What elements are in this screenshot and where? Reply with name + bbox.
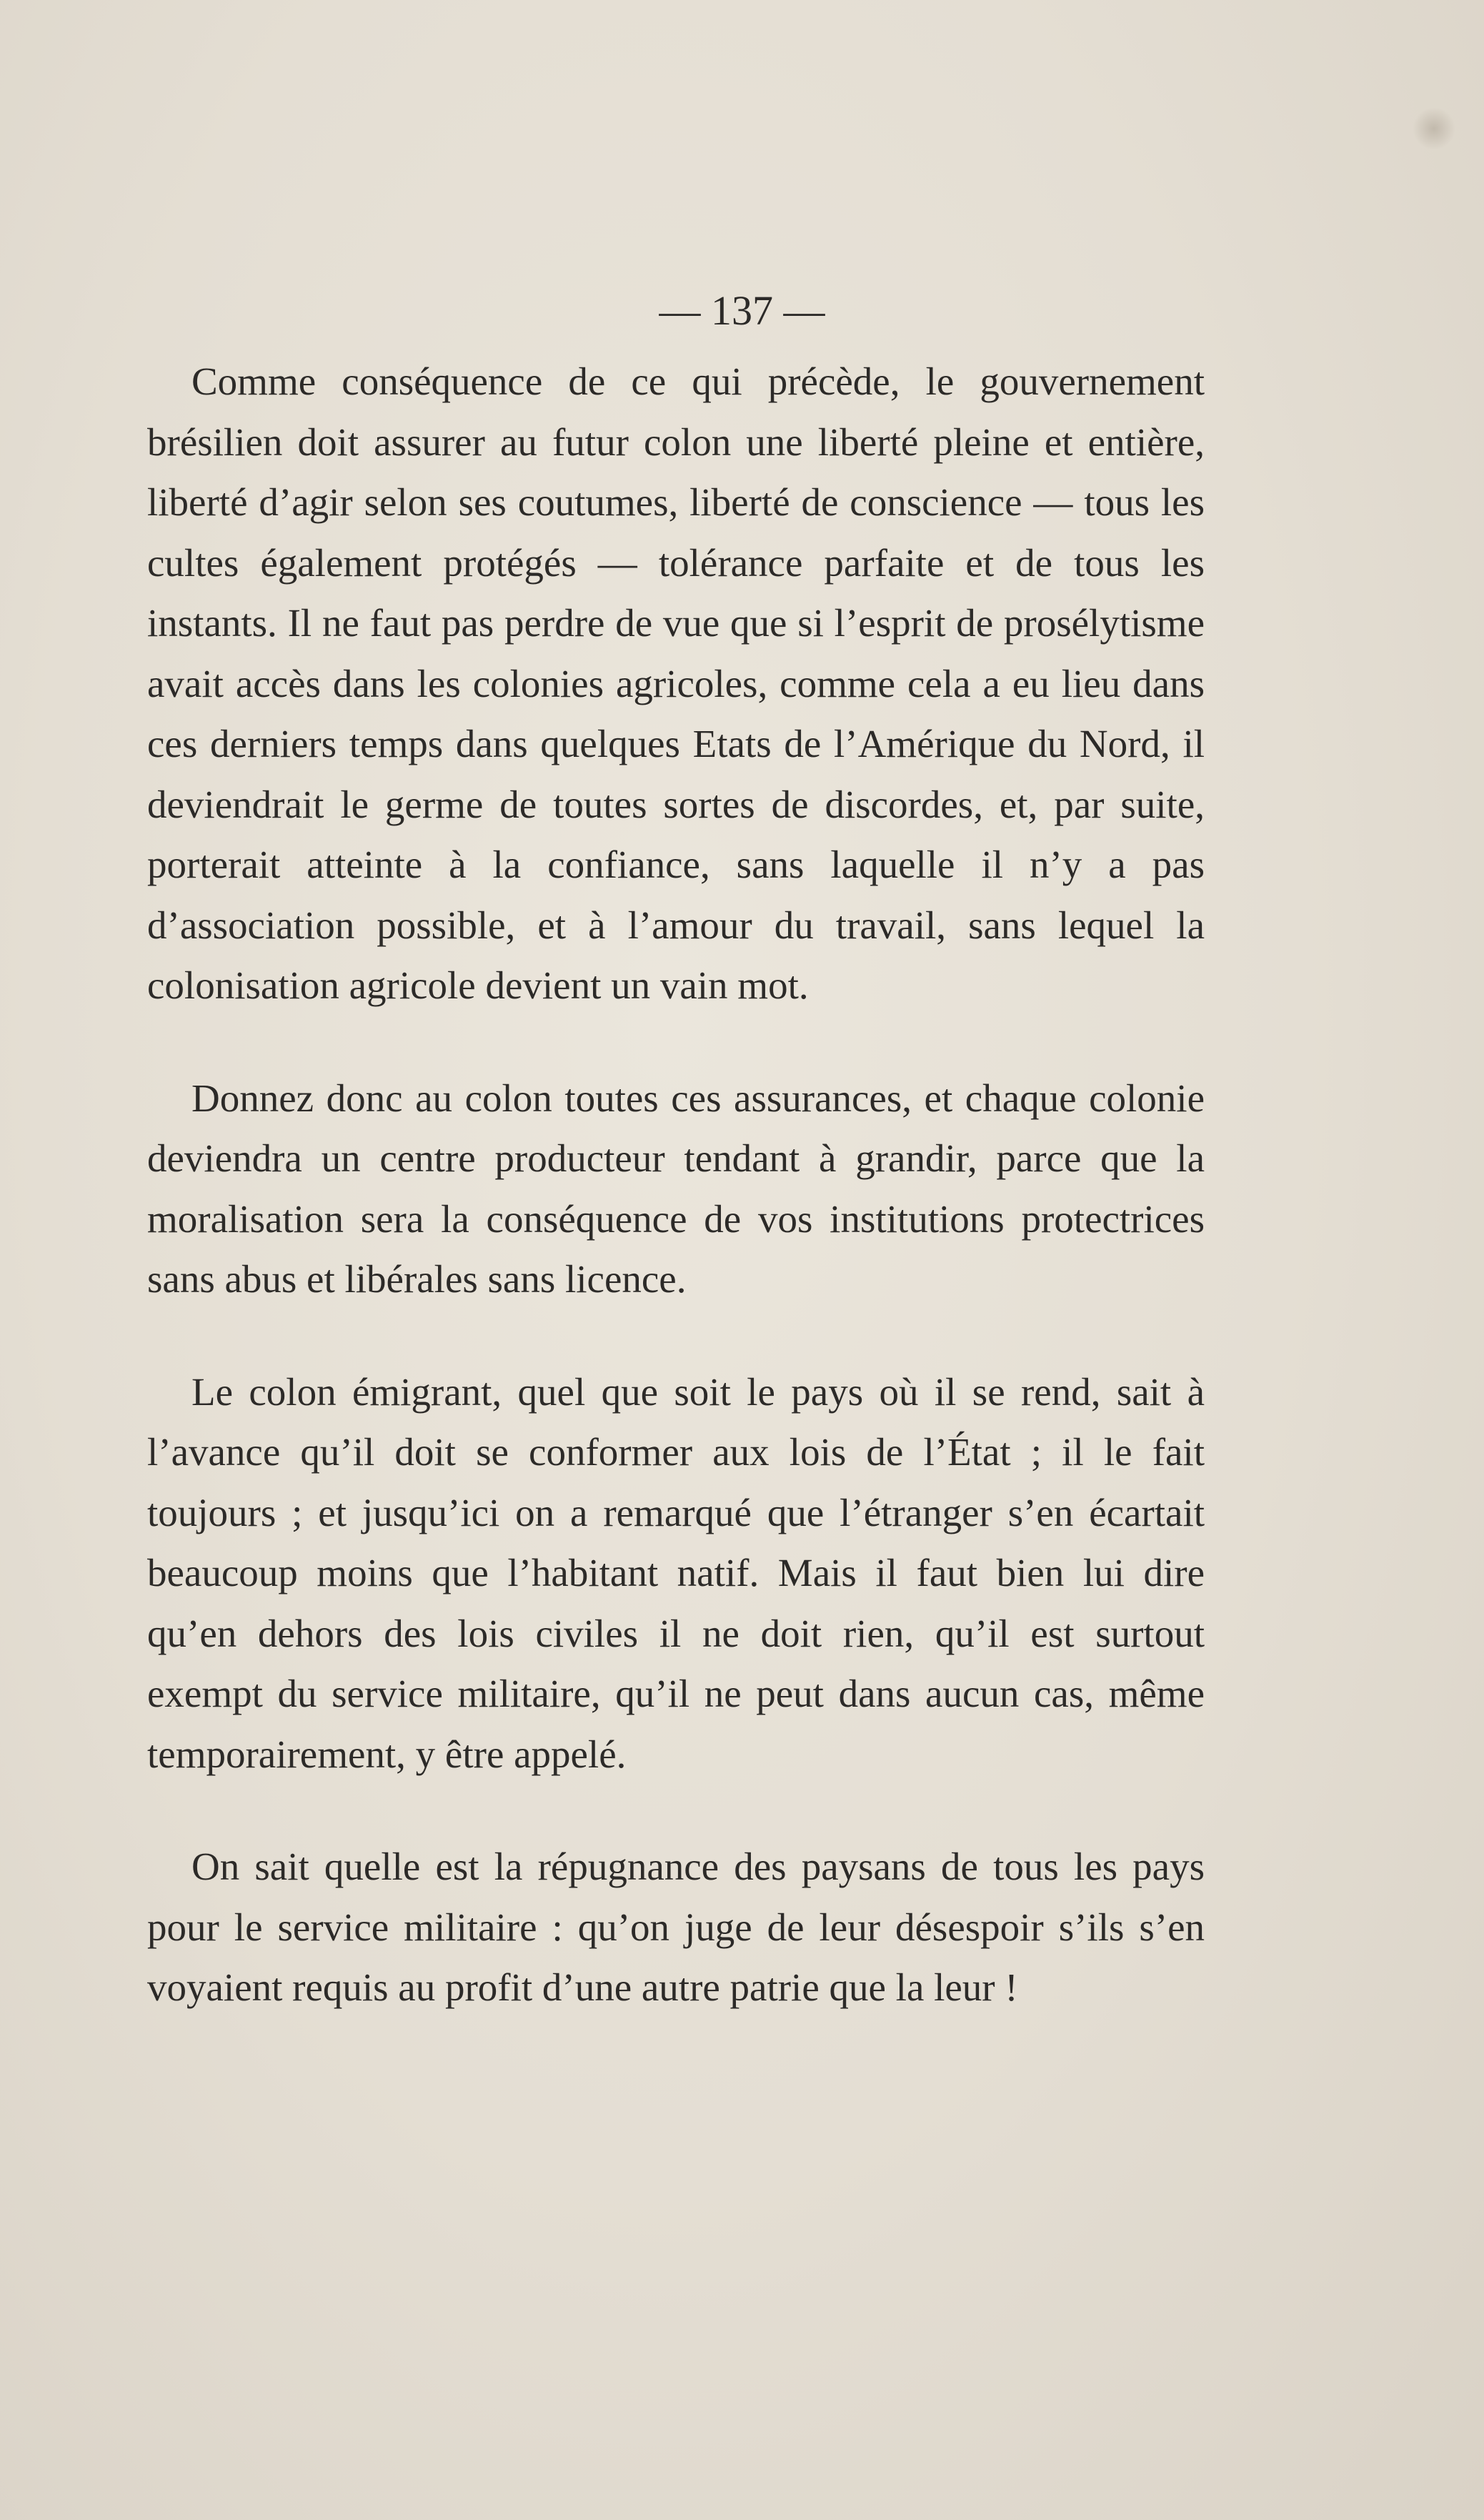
paragraph-4: On sait quelle est la répugnance des paysans de tous les pays pour le service militaire : qu’on juge de leur désespoir s’ils s’en voyaient requis au profit d’une autre patrie que la leur ! bbox=[147, 1845, 1205, 2009]
body-text bbox=[147, 352, 1205, 2018]
paragraph-1: Comme conséquence de ce qui précède, le gouvernement brésilien doit assurer au futur colon une liberté pleine et entière, liberté d’agir selon ses coutumes, liberté de conscience — tous les cultes également protégés — tolérance parfaite et de tous les instants. Il ne faut pas perdre de vue que si l’esprit de prosélytisme avait accès dans les colonies agricoles, comme cela a eu lieu dans ces derniers temps dans quelques Etats de l’Amérique du Nord, il deviendrait le germe de toutes sortes de discordes, et, par suite, porterait atteinte à la confiance, sans laquelle il n’y a pas d’association possible, et à l’amour du travail, sans lequel la colonisation agricole devient un vain mot. bbox=[147, 359, 1205, 1007]
page-number: — 137 — bbox=[659, 287, 825, 334]
paragraph-2: Donnez donc au colon toutes ces assurances, et chaque colonie deviendra un centre producteur tendant à grandir, parce que la moralisation sera la conséquence de vos institutions protectrices sans abus et libérales sans licence. bbox=[147, 1076, 1205, 1301]
paper-stain bbox=[1413, 107, 1455, 150]
paragraph-3: Le colon émigrant, quel que soit le pays où il se rend, sait à l’avance qu’il doit se conformer aux lois de l’État ; il le fait toujours ; et jusqu’ici on a remarqué que l’étranger s’en écartait beaucoup moins que l’habitant natif. Mais il faut bien lui dire qu’en dehors des lois civiles il ne doit rien, qu’il est surtout exempt du service militaire, qu’il ne peut dans aucun cas, même temporairement, y être appelé. bbox=[147, 1369, 1205, 1776]
